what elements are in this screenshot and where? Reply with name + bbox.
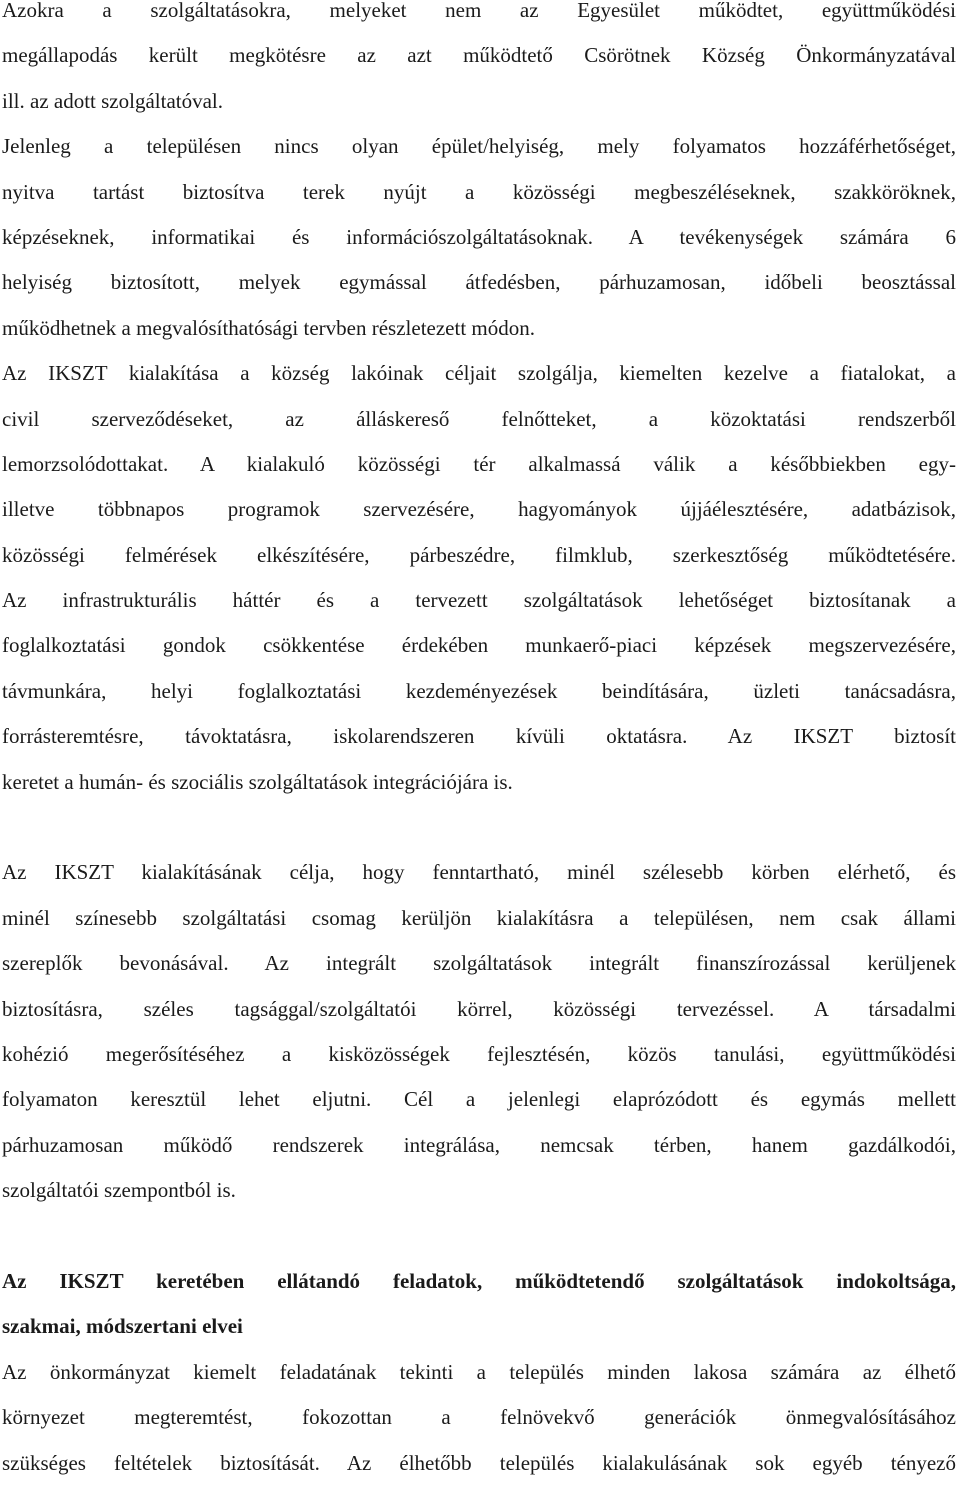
text-line: civil szerveződéseket, az álláskereső felnőtteket, a közoktatási rendszerből <box>2 406 956 431</box>
text-line: Az IKSZT kialakítása a község lakóinak céljait szolgálja, kiemelten kezelve a fiatalokat, a <box>2 361 956 386</box>
paragraph-ikszt-goal <box>2 850 956 1213</box>
text-line: szükséges feltételek biztosítását. Az élhetőbb település kialakulásának sok egyéb tényező <box>2 1450 956 1475</box>
text-line: távmunkára, helyi foglalkoztatási kezdeményezések beindítására, üzleti tanácsadásra, <box>2 678 956 703</box>
text-line: biztosításra, széles tagsággal/szolgáltatói körrel, közösségi tervezéssel. A társadalmi <box>2 996 956 1021</box>
heading-line: szakmai, módszertani elvei <box>2 1314 243 1339</box>
text-line: helyiség biztosított, melyek egymással átfedésben, párhuzamosan, időbeli beosztással <box>2 270 956 295</box>
text-line: foglalkoztatási gondok csökkentése érdekében munkaerő-piaci képzések megszervezésére, <box>2 633 956 658</box>
paragraph-spacer <box>2 1214 956 1259</box>
text-line: Az önkormányzat kiemelt feladatának tekinti a település minden lakosa számára az élhető <box>2 1359 956 1384</box>
text-line: nyitva tartást biztosítva terek nyújt a közösségi megbeszéléseknek, szakköröknek, <box>2 179 956 204</box>
text-line: szolgáltatói szempontból is. <box>2 1178 236 1203</box>
document-page <box>2 0 956 1486</box>
text-line: közösségi felmérések elkészítésére, párbeszédre, filmklub, szerkesztőség működtetésére. <box>2 542 956 567</box>
paragraph-current-situation <box>2 124 956 351</box>
paragraph-ikszt-purpose <box>2 351 956 805</box>
text-line: működhetnek a megvalósíthatósági tervben részletezett módon. <box>2 315 535 340</box>
text-line: szereplők bevonásával. Az integrált szolgáltatások integrált finanszírozással kerüljenek <box>2 951 956 976</box>
text-line: illetve többnapos programok szervezésére, hagyományok újjáélesztésére, adatbázisok, <box>2 497 956 522</box>
text-line: kohézió megerősítéséhez a kisközösségek fejlesztésén, közös tanulási, együttműködési <box>2 1041 956 1066</box>
text-line: Az IKSZT kialakításának célja, hogy fenntartható, minél szélesebb körben elérhető, és <box>2 860 956 885</box>
text-line: környezet megteremtést, fokozottan a felnövekvő generációk önmegvalósításához <box>2 1405 956 1430</box>
text-line: Jelenleg a településen nincs olyan épület/helyiség, mely folyamatos hozzáférhetőséget, <box>2 134 956 159</box>
text-line: megállapodás került megkötésre az azt működtető Csörötnek Község Önkormányzatával <box>2 43 956 68</box>
paragraph-cooperation-agreement <box>2 0 956 124</box>
paragraph-spacer <box>2 805 956 850</box>
text-line: Azokra a szolgáltatásokra, melyeket nem az Egyesület működtet, együttműködési <box>2 0 956 22</box>
text-line: lemorzsolódottakat. A kialakuló közösségi tér alkalmassá válik a későbbiekben egy- <box>2 451 956 476</box>
text-line: párhuzamosan működő rendszerek integrálása, nemcsak térben, hanem gazdálkodói, <box>2 1132 956 1157</box>
text-line: keretet a humán- és szociális szolgáltatások integrációjára is. <box>2 769 513 794</box>
heading-line: Az IKSZT keretében ellátandó feladatok, működtetendő szolgáltatások indokoltsága, <box>2 1268 956 1293</box>
section-heading <box>2 1259 956 1350</box>
text-line: Az infrastrukturális háttér és a tervezett szolgáltatások lehetőséget biztosítanak a <box>2 588 956 613</box>
text-line: folyamaton keresztül lehet eljutni. Cél a jelenlegi elaprózódott és egymás mellett <box>2 1087 956 1112</box>
text-line: forrásteremtésre, távoktatásra, iskolarendszeren kívüli oktatásra. Az IKSZT biztosít <box>2 724 956 749</box>
text-line: minél színesebb szolgáltatási csomag kerüljön kialakításra a településen, nem csak állami <box>2 905 956 930</box>
text-line: ill. az adott szolgáltatóval. <box>2 88 224 113</box>
text-line: képzéseknek, informatikai és információszolgáltatásoknak. A tevékenységek számára 6 <box>2 224 956 249</box>
paragraph-municipality-task <box>2 1350 956 1486</box>
